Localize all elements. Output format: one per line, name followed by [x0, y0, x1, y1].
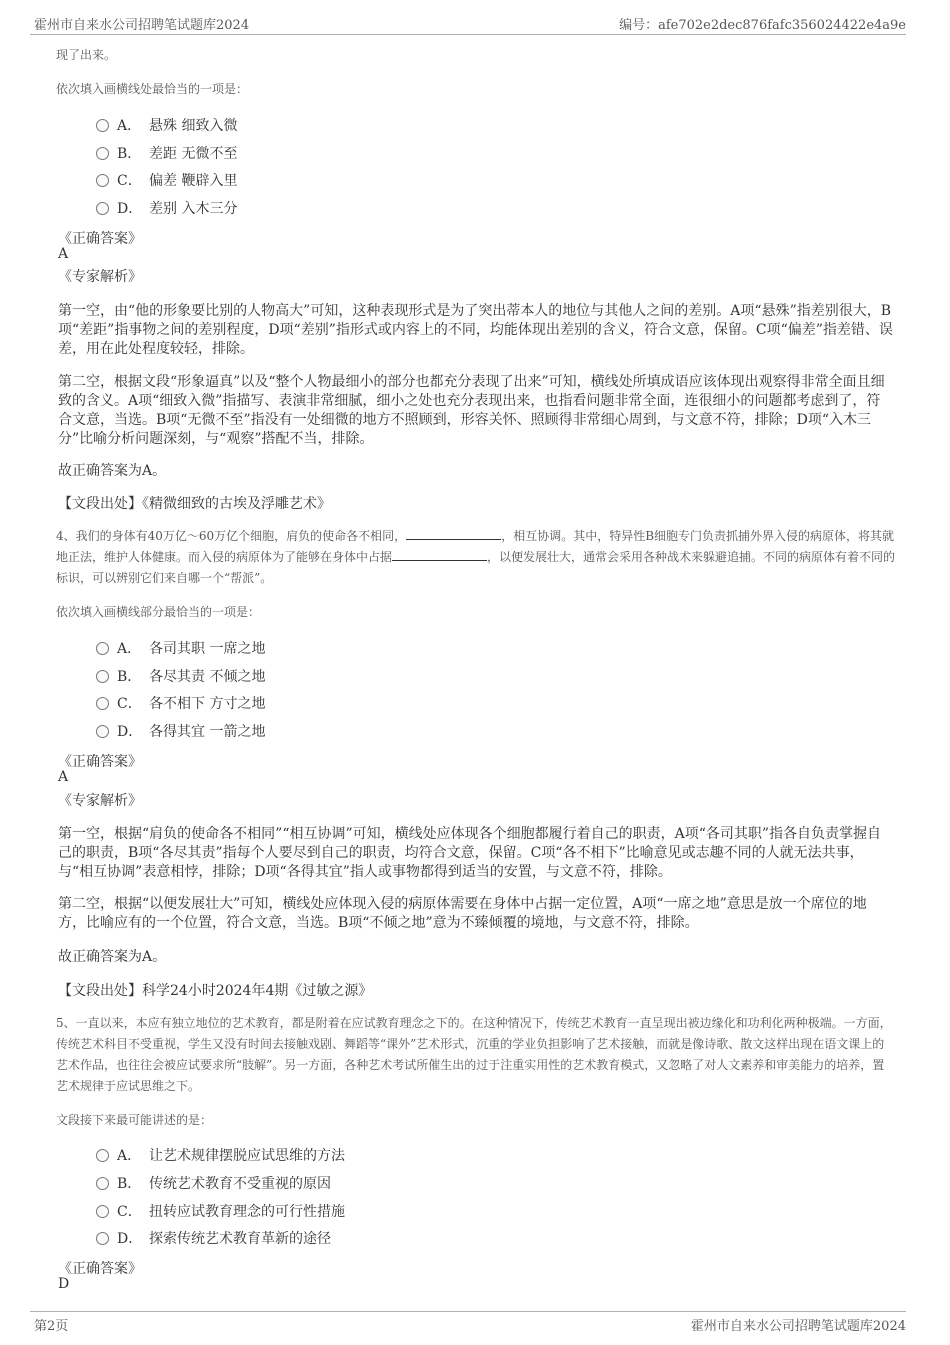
header-title: 霍州市自来水公司招聘笔试题库2024: [34, 18, 250, 33]
q4-blank-1[interactable]: [406, 527, 501, 540]
footer-title: 霍州市自来水公司招聘笔试题库2024: [690, 1319, 906, 1334]
q3-stem-tail: 现了出来。: [56, 48, 117, 62]
q3-option-a[interactable]: A． 悬殊 细致入微: [96, 115, 237, 135]
q3-option-c[interactable]: C． 偏差 鞭辟入里: [96, 170, 237, 190]
radio-icon[interactable]: [96, 697, 109, 710]
q4-option-d[interactable]: D． 各得其宜 一箭之地: [96, 721, 265, 741]
page-footer: [30, 1311, 906, 1336]
q4-prompt: 依次填入画横线部分最恰当的一项是：: [56, 605, 261, 619]
page-header: [30, 12, 906, 35]
q4-answer: A: [58, 769, 69, 785]
q3-answer-label: 《正确答案》: [58, 231, 142, 247]
radio-icon[interactable]: [96, 1205, 109, 1218]
radio-icon[interactable]: [96, 1232, 109, 1245]
q3-analysis-1: 第一空，由“他的形象要比别的人物高大”可知，这种表现形式是为了突出蒂本人的地位与其他人之间的差别。A项“悬殊”指差别很大，B项“差距”指事物之间的差别程度，D项“差别”指形式或内容上的不同，均能体现出差别的含义，符合文意，保留。C项“偏差”指差错、误差，用在此处程度较轻，排除。: [58, 303, 893, 357]
q5-option-d[interactable]: D． 探索传统艺术教育革新的途径: [96, 1228, 331, 1248]
radio-icon[interactable]: [96, 1149, 109, 1162]
q4-answer-label: 《正确答案》: [58, 754, 142, 770]
q5-stem: 5、一直以来，本应有独立地位的艺术教育，都是附着在应试教育理念之下的。在这种情况下，传统艺术教育一直呈现出被边缘化和功利化两种极端。一方面，传统艺术科目不受重视，学生又没有时间去接触戏剧、舞蹈等“课外”艺术形式，沉重的学业负担影响了艺术接触，而就是像诗歌、散文这样出现在语文课上的艺术作品，也往往会被应试要求所“肢解”。另一方面，各种艺术考试所催生出的过于注重实用性的艺术教育模式，又忽略了对人文素养和审美能力的培养，置艺术规律于应试思维之下。: [56, 1016, 892, 1093]
q5-answer-label: 《正确答案》: [58, 1261, 142, 1277]
q3-source: 【文段出处】《精微细致的古埃及浮雕艺术》: [58, 496, 331, 512]
q5-answer: D: [58, 1276, 70, 1292]
q4-analysis-1: 第一空，根据“肩负的使命各不相同”“相互协调”可知，横线处应体现各个细胞都履行着自己的职责，A项“各司其职”指各自负责掌握自己的职责，B项“各尽其责”指每个人要尽到自己的职责，均符合文意，保留。C项“各不相下”比喻意见或志趣不同的人就无法共事，与“相互协调”表意相悖，排除；D项“各得其宜”指人或事物都得到适当的安置，与文意不符，排除。: [58, 826, 882, 880]
q3-analysis-label: 《专家解析》: [58, 269, 142, 285]
radio-icon[interactable]: [96, 725, 109, 738]
q4-option-b[interactable]: B． 各尽其责 不倾之地: [96, 666, 265, 686]
q3-option-d[interactable]: D． 差别 入木三分: [96, 198, 237, 218]
q4-stem: 4、我们的身体有40万亿～60万亿个细胞，肩负的使命各不相同， ，相互协调。其中，特异性B细胞专门负责抓捕外界入侵的病原体，将其就地正法，维护人体健康。而入侵的病原体为了能够在身体中占据 ，以便发展壮大，通常会采用各种战术来躲避追捕。不同的病原体有着不同的标识，可以辨别它们来自哪一个“帮派”。: [56, 529, 896, 585]
radio-icon[interactable]: [96, 202, 109, 215]
radio-icon[interactable]: [96, 174, 109, 187]
header-doc-id: 编号：afe702e2dec876fafc356024422e4a9e: [619, 18, 906, 33]
q5-option-c[interactable]: C． 扭转应试教育理念的可行性措施: [96, 1201, 345, 1221]
q5-option-a[interactable]: A． 让艺术规律摆脱应试思维的方法: [96, 1145, 345, 1165]
radio-icon[interactable]: [96, 147, 109, 160]
q4-option-c[interactable]: C． 各不相下 方寸之地: [96, 693, 265, 713]
page-number: 第2页: [34, 1319, 69, 1334]
radio-icon[interactable]: [96, 642, 109, 655]
q4-analysis-2: 第二空，根据“以便发展壮大”可知，横线处应体现入侵的病原体需要在身体中占据一定位置，A项“一席之地”意思是放一个席位的地方，比喻应有的一个位置，符合文意，当选。B项“不倾之地”意为不臻倾覆的境地，与文意不符，排除。: [58, 896, 867, 931]
q5-option-b[interactable]: B． 传统艺术教育不受重视的原因: [96, 1173, 331, 1193]
q3-answer: A: [58, 246, 69, 262]
q3-prompt: 依次填入画横线处最恰当的一项是：: [56, 82, 249, 96]
q3-analysis-2: 第二空，根据文段“形象逼真”以及“整个人物最细小的部分也都充分表现了出来”可知，横线处所填成语应该体现出观察得非常全面且细致的含义。A项“细致入微”指描写、表演非常细腻，细小之处也充分表现出来，也指看问题非常全面，连很细小的问题都考虑到了，符合文意，当选。B项“无微不至”指没有一处细微的地方不照顾到，形容关怀、照顾得非常细心周到，与文意不符，排除；D项“入木三分”比喻分析问题深刻，与“观察”搭配不当，排除。: [58, 374, 885, 447]
q3-conclusion: 故正确答案为A。: [58, 463, 167, 479]
q4-option-a[interactable]: A． 各司其职 一席之地: [96, 638, 265, 658]
q4-blank-2[interactable]: [392, 548, 487, 561]
radio-icon[interactable]: [96, 1177, 109, 1190]
q4-analysis-label: 《专家解析》: [58, 793, 142, 809]
q4-conclusion: 故正确答案为A。: [58, 949, 167, 965]
radio-icon[interactable]: [96, 670, 109, 683]
q3-option-b[interactable]: B． 差距 无微不至: [96, 143, 237, 163]
q4-source: 【文段出处】科学24小时2024年4期《过敏之源》: [58, 983, 373, 999]
radio-icon[interactable]: [96, 119, 109, 132]
q5-prompt: 文段接下来最可能讲述的是：: [56, 1113, 213, 1127]
